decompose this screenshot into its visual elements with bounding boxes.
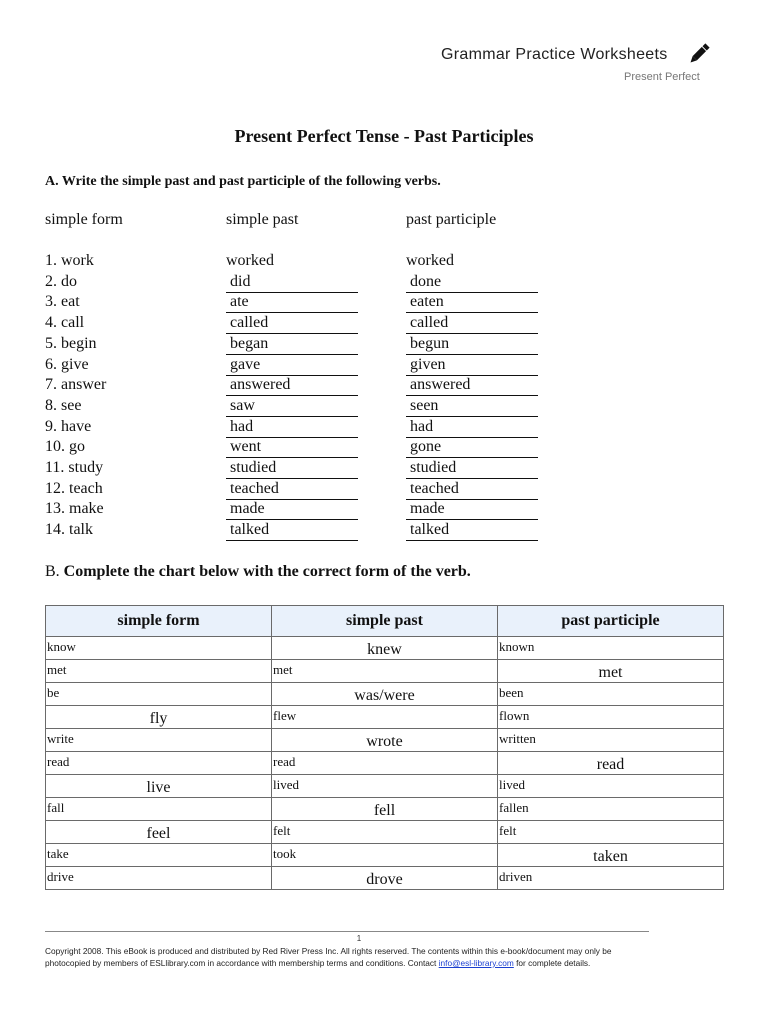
- answer-text: taken: [593, 848, 628, 865]
- copyright-line-3: for complete details.: [513, 958, 591, 968]
- simple-past-cell: [272, 706, 498, 729]
- simple-past-answer[interactable]: talked: [226, 521, 358, 541]
- past-participle-cell: [498, 775, 724, 798]
- past-participle-answer[interactable]: talked: [406, 521, 538, 541]
- given-text: took: [273, 846, 297, 861]
- verb-row: [0, 480, 768, 501]
- answer-text: wrote: [366, 733, 403, 750]
- table-row: [46, 844, 724, 867]
- simple-past-answer[interactable]: called: [226, 314, 358, 334]
- verb-base: 13. make: [45, 500, 104, 518]
- col-head-past-participle: past participle: [406, 211, 497, 228]
- simple-past-answer[interactable]: had: [226, 418, 358, 438]
- given-text: driven: [499, 869, 533, 884]
- chart-head-simple-past: simple past: [272, 606, 498, 637]
- simple-past-answer[interactable]: ate: [226, 293, 358, 313]
- table-row: [46, 729, 724, 752]
- past-participle-answer[interactable]: seen: [406, 397, 538, 417]
- simple-form-cell: [46, 798, 272, 821]
- header-subtitle: Present Perfect: [624, 71, 700, 83]
- simple-form-cell: [46, 867, 272, 890]
- given-text: met: [273, 662, 293, 677]
- section-b-letter: B.: [45, 563, 64, 580]
- simple-past-answer[interactable]: did: [226, 273, 358, 293]
- past-participle-cell: [498, 867, 724, 890]
- past-participle-answer[interactable]: done: [406, 273, 538, 293]
- copyright-line-1: Copyright 2008. This eBook is produced and distributed by Red River Press Inc. All rights reserved. The contents within this e-book/document may only be: [45, 946, 612, 956]
- verb-row: [0, 293, 768, 314]
- past-participle-answer[interactable]: made: [406, 500, 538, 520]
- simple-form-cell[interactable]: [46, 706, 272, 729]
- past-participle-answer[interactable]: gone: [406, 438, 538, 458]
- verb-row: [0, 273, 768, 294]
- given-text: known: [499, 639, 535, 654]
- given-text: know: [47, 639, 76, 654]
- simple-past-cell: [272, 844, 498, 867]
- given-text: fall: [47, 800, 65, 815]
- verb-row: [0, 335, 768, 356]
- past-participle-cell: [498, 821, 724, 844]
- verb-base: 6. give: [45, 355, 89, 373]
- verb-base: 5. begin: [45, 334, 97, 352]
- copyright-line-2: photocopied by members of ESLlibrary.com in accordance with membership terms and conditions. Contact: [45, 958, 439, 968]
- table-row: [46, 775, 724, 798]
- answer-text: met: [598, 664, 623, 681]
- given-text: take: [47, 846, 69, 861]
- verb-row: [0, 521, 768, 542]
- simple-form-cell: [46, 729, 272, 752]
- simple-past-cell: [272, 752, 498, 775]
- col-head-simple-past: simple past: [226, 211, 299, 228]
- simple-past-answer: worked: [226, 252, 274, 269]
- simple-past-cell[interactable]: [272, 798, 498, 821]
- given-text: met: [47, 662, 67, 677]
- answer-text: fly: [149, 710, 168, 727]
- verb-row: [0, 356, 768, 377]
- past-participle-cell: [498, 729, 724, 752]
- past-participle-answer[interactable]: given: [406, 356, 538, 376]
- table-row: [46, 660, 724, 683]
- simple-past-cell[interactable]: [272, 867, 498, 890]
- chart-head-past-participle: past participle: [498, 606, 724, 637]
- simple-past-answer[interactable]: made: [226, 500, 358, 520]
- verb-row: [0, 376, 768, 397]
- simple-form-cell: [46, 752, 272, 775]
- table-row: [46, 683, 724, 706]
- brand-title: Grammar Practice Worksheets: [441, 46, 668, 63]
- given-text: read: [273, 754, 296, 769]
- past-participle-cell: [498, 706, 724, 729]
- past-participle-cell[interactable]: [498, 660, 724, 683]
- verb-base: 11. study: [45, 459, 104, 476]
- col-head-simple-form: simple form: [45, 211, 123, 228]
- table-row: [46, 637, 724, 660]
- answer-text: was/were: [354, 687, 415, 704]
- chart-head-simple-form: simple form: [46, 606, 272, 637]
- given-text: flown: [499, 708, 530, 723]
- table-row: [46, 752, 724, 775]
- past-participle-answer[interactable]: begun: [406, 335, 538, 355]
- given-text: been: [499, 685, 524, 700]
- table-row: [46, 821, 724, 844]
- given-text: write: [47, 731, 74, 746]
- past-participle-answer[interactable]: studied: [406, 459, 538, 479]
- past-participle-answer[interactable]: called: [406, 314, 538, 334]
- section-b-instruction: [45, 563, 471, 581]
- verb-row: [0, 500, 768, 521]
- table-row: [46, 706, 724, 729]
- table-row: [46, 867, 724, 890]
- answer-text: feel: [146, 825, 171, 842]
- past-participle-answer: worked: [406, 252, 454, 269]
- past-participle-answer[interactable]: had: [406, 418, 538, 438]
- given-text: written: [499, 731, 536, 746]
- given-text: drive: [47, 869, 74, 884]
- verb-base: 7. answer: [45, 376, 107, 394]
- verb-row: [0, 418, 768, 439]
- verb-base: 4. call: [45, 314, 85, 332]
- verb-chart: [45, 605, 724, 890]
- given-text: read: [47, 754, 70, 769]
- simple-past-cell[interactable]: [272, 729, 498, 752]
- verb-row: [0, 397, 768, 418]
- simple-past-answer[interactable]: saw: [226, 397, 358, 417]
- chart-header-row: [46, 606, 724, 637]
- simple-past-cell[interactable]: [272, 637, 498, 660]
- verb-base: 14. talk: [45, 521, 93, 539]
- verb-base: 8. see: [45, 396, 82, 414]
- given-text: lived: [273, 777, 299, 792]
- answer-text: drove: [366, 871, 403, 888]
- past-participle-cell[interactable]: [498, 844, 724, 867]
- given-text: flew: [273, 708, 297, 723]
- past-participle-cell[interactable]: [498, 752, 724, 775]
- section-b-text: Complete the chart below with the correct form of the verb.: [63, 563, 471, 580]
- past-participle-cell: [498, 637, 724, 660]
- answer-text: fell: [373, 802, 396, 819]
- simple-past-answer[interactable]: gave: [226, 356, 358, 376]
- copyright-notice: [45, 945, 695, 969]
- verb-base: 10. go: [45, 438, 85, 456]
- simple-past-cell: [272, 660, 498, 683]
- table-row: [46, 798, 724, 821]
- verb-row: [0, 252, 768, 273]
- verb-base: 12. teach: [45, 479, 103, 497]
- given-text: lived: [499, 777, 525, 792]
- page-number: 1: [356, 934, 362, 943]
- verb-base: 1. work: [45, 252, 94, 269]
- simple-form-cell: [46, 637, 272, 660]
- simple-form-cell: [46, 660, 272, 683]
- verb-base: 9. have: [45, 417, 92, 435]
- given-text: felt: [273, 823, 291, 838]
- answer-text: knew: [367, 641, 402, 658]
- pencil-icon: [686, 41, 712, 67]
- past-participle-answer[interactable]: eaten: [406, 293, 538, 313]
- simple-form-cell[interactable]: [46, 775, 272, 798]
- verb-row: [0, 314, 768, 335]
- simple-past-answer[interactable]: went: [226, 438, 358, 458]
- simple-past-cell: [272, 821, 498, 844]
- page-title: Present Perfect Tense - Past Participles: [234, 126, 534, 146]
- section-a-instruction: A. Write the simple past and past participle of the following verbs.: [45, 174, 441, 189]
- simple-form-cell: [46, 844, 272, 867]
- past-participle-answer[interactable]: teached: [406, 480, 538, 500]
- simple-form-cell: [46, 683, 272, 706]
- answer-text: read: [596, 756, 625, 773]
- given-text: felt: [499, 823, 517, 838]
- given-text: be: [47, 685, 60, 700]
- simple-past-answer[interactable]: answered: [226, 376, 358, 396]
- simple-past-cell[interactable]: [272, 683, 498, 706]
- verb-base: 2. do: [45, 272, 77, 290]
- verb-row: [0, 438, 768, 459]
- past-participle-cell: [498, 683, 724, 706]
- simple-past-cell: [272, 775, 498, 798]
- given-text: fallen: [499, 800, 529, 815]
- simple-past-answer[interactable]: began: [226, 335, 358, 355]
- simple-past-answer[interactable]: teached: [226, 480, 358, 500]
- verb-base: 3. eat: [45, 293, 80, 311]
- answer-text: live: [146, 779, 171, 796]
- email-link[interactable]: info@esl-library.com: [438, 958, 514, 968]
- simple-past-answer[interactable]: studied: [226, 459, 358, 479]
- past-participle-answer[interactable]: answered: [406, 376, 538, 396]
- past-participle-cell: [498, 798, 724, 821]
- footer-divider: [45, 931, 649, 932]
- verb-row: [0, 459, 768, 480]
- simple-form-cell[interactable]: [46, 821, 272, 844]
